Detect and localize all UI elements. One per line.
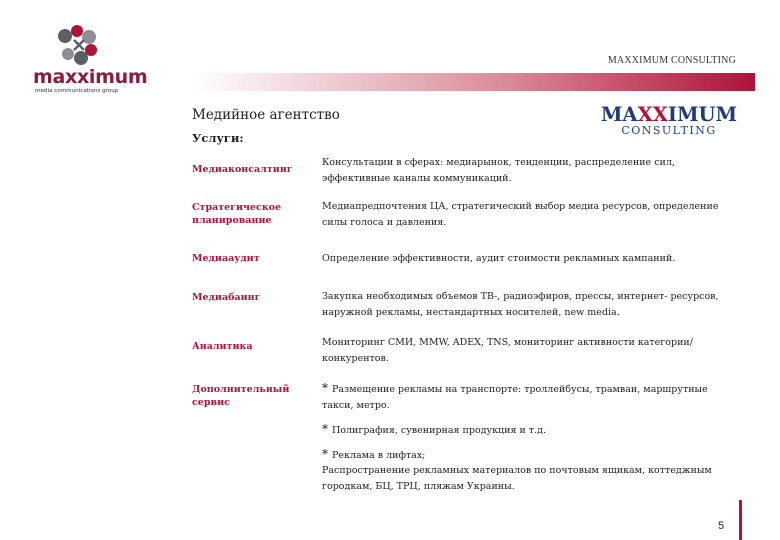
logo-wordmark: maxximum: [33, 66, 148, 88]
service-description: * Полиграфия, сувенирная продукция и т.д.: [322, 422, 546, 436]
page-title: Медийное агентство: [192, 107, 340, 123]
service-description: * Размещение рекламы на транспорте: троллейбусы, трамваи, маршрутные такси, метро.: [322, 381, 708, 411]
service-name: Стратегическое планирование: [192, 202, 282, 226]
service-name: Аналитика: [192, 341, 253, 352]
brand-subtitle: CONSULTING: [621, 124, 717, 137]
service-name: Дополнительный сервис: [192, 384, 290, 408]
service-name: Медиаконсалтинг: [192, 164, 293, 175]
service-name: Медиааудит: [192, 253, 260, 264]
brand-wordmark: MAXXIMUM: [600, 103, 738, 126]
service-description: Распространение рекламных материалов по почтовым ящикам, коттеджным городкам, БЦ, ТРЦ, пляжам Украины.: [322, 465, 712, 492]
logo-tagline: media communications group: [35, 88, 119, 94]
header-label: MAXXIMUM CONSULTING: [607, 55, 736, 66]
page-subtitle: Услуги:: [192, 131, 244, 145]
service-description: Медиапредпочтения ЦА, стратегический выбор медиа ресурсов, определение силы голоса и давления.: [322, 201, 719, 228]
bullet-asterisk: *: [322, 422, 328, 436]
service-name: Медиабаинг: [192, 292, 261, 303]
page-number: 5: [718, 520, 725, 532]
service-description: * Реклама в лифтах;: [322, 447, 426, 461]
maxximum-consulting-logo: [600, 105, 738, 136]
header-gradient-bar: [192, 73, 755, 91]
bullet-asterisk: *: [322, 381, 328, 395]
service-description: Закупка необходимых объемов ТВ-, радиоэфиров, прессы, интернет- ресурсов, наружной рекламы, нестандартных носителей, new media.: [322, 291, 719, 318]
service-description: Определение эффективности, аудит стоимости рекламных кампаний.: [322, 253, 676, 264]
bullet-asterisk: *: [322, 447, 328, 461]
footer-accent-line: [739, 500, 742, 540]
service-description: Мониторинг СМИ, MMW, ADEX, TNS, мониторинг активности категории/ конкурентов.: [322, 337, 693, 364]
service-description: Консультации в сферах: медиарынок, тенденции, распределение сил, эффективные каналы коммуникаций.: [322, 157, 675, 184]
